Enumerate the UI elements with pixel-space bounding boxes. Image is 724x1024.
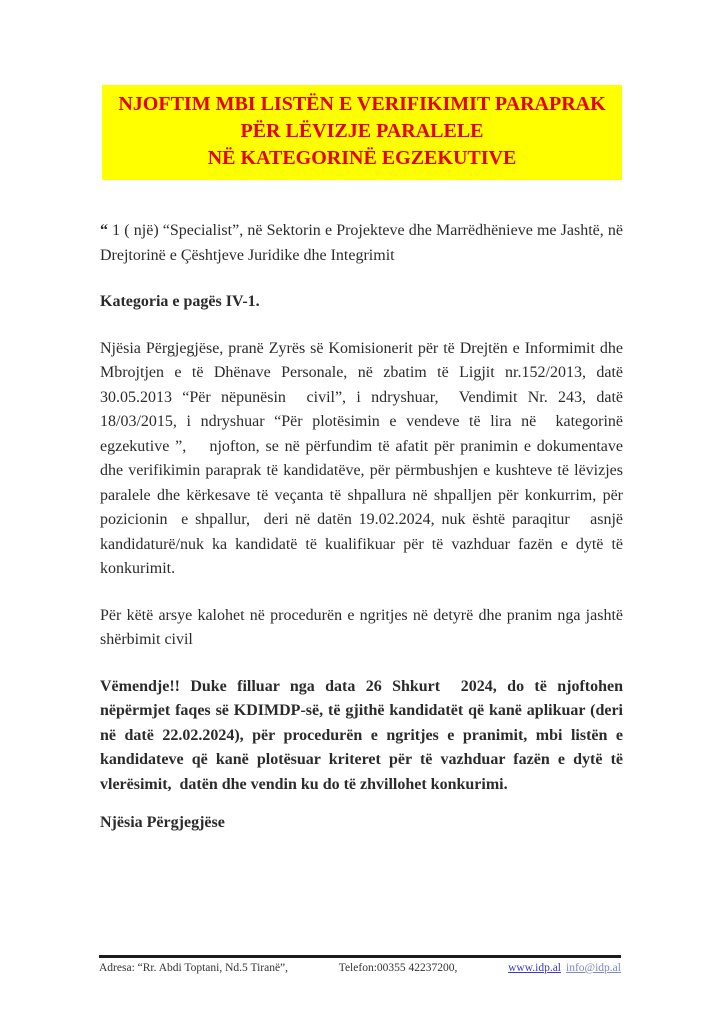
title-line-3: NË KATEGORINË EGZEKUTIVE bbox=[207, 147, 517, 169]
position-text: 1 ( një) “Specialist”, në Sektorin e Projekteve dhe Marrëdhënieve me Jashtë, në Drejtorinë e Çështjeve Juridike dhe Integrimit bbox=[100, 222, 628, 264]
attention-notice: Vëmendje!! Duke filluar nga data 26 Shkurt 2024, do të njoftohen nëpërmjet faqes së KDIMDP-së, të gjithë kandidatët që kanë aplikuar (deri në datë 22.02.2024), për procedurën e ngritjes e pranimit, mbi listën e kandidateve që kanë plotësuar kriteret për të vazhduar fazën e dytë të vlerësimit, datën dhe vendin ku do të zhvillohet konkurimi. bbox=[100, 677, 627, 793]
title-line-1: NJOFTIM MBI LISTËN E VERIFIKIMIT PARAPRAK bbox=[118, 93, 606, 115]
pay-category: Kategoria e pagës IV-1. bbox=[100, 293, 260, 310]
title-line-2: PËR LËVIZJE PARALELE bbox=[240, 120, 484, 142]
page-footer bbox=[99, 955, 621, 974]
footer-links bbox=[508, 962, 621, 974]
title-banner bbox=[102, 85, 622, 180]
footer-phone: Telefon:00355 42237200, bbox=[338, 962, 458, 974]
signature: Njësia Përgjegjëse bbox=[100, 814, 225, 831]
footer-address: Adresa: “Rr. Abdi Toptani, Nd.5 Tiranë”, bbox=[99, 962, 289, 974]
opening-quote: “ bbox=[100, 222, 113, 239]
position-paragraph bbox=[100, 219, 628, 268]
email-link[interactable]: info@idp.al bbox=[566, 962, 621, 974]
document-body bbox=[100, 179, 628, 836]
website-link[interactable]: www.idp.al bbox=[508, 962, 561, 974]
procedure-note: Për këtë arsye kalohet në procedurën e ngritjes në detyrë dhe pranim nga jashtë shërbimit civil bbox=[100, 606, 627, 648]
main-notice: Njësia Përgjegjëse, pranë Zyrës së Komisionerit për të Drejtën e Informimit dhe Mbrojtjen e të Dhënave Personale, në zbatim të Ligjit nr.152/2013, datë 30.05.2013 “Për nëpunësin civil”, i ndryshuar, Vendimit Nr. 243, datë 18/03/2015, i ndryshuar “Për plotësimin e vendeve të lira në kategorinë egzekutive ”, njofton, se në përfundim të afatit për pranimin e dokumentave dhe verifikimin paraprak të kandidatëve, për përmbushjen e kushteve të lëvizjes paralele dhe kërkesave të veçanta të shpallura në shpalljen për konkurrim, për pozicionin e shpallur, deri në datën 19.02.2024, nuk është paraqitur asnjë kandidaturë/nuk ka kandidatë të kualifikuar për të vazhduar fazën e dytë të konkurimit. bbox=[100, 339, 627, 577]
